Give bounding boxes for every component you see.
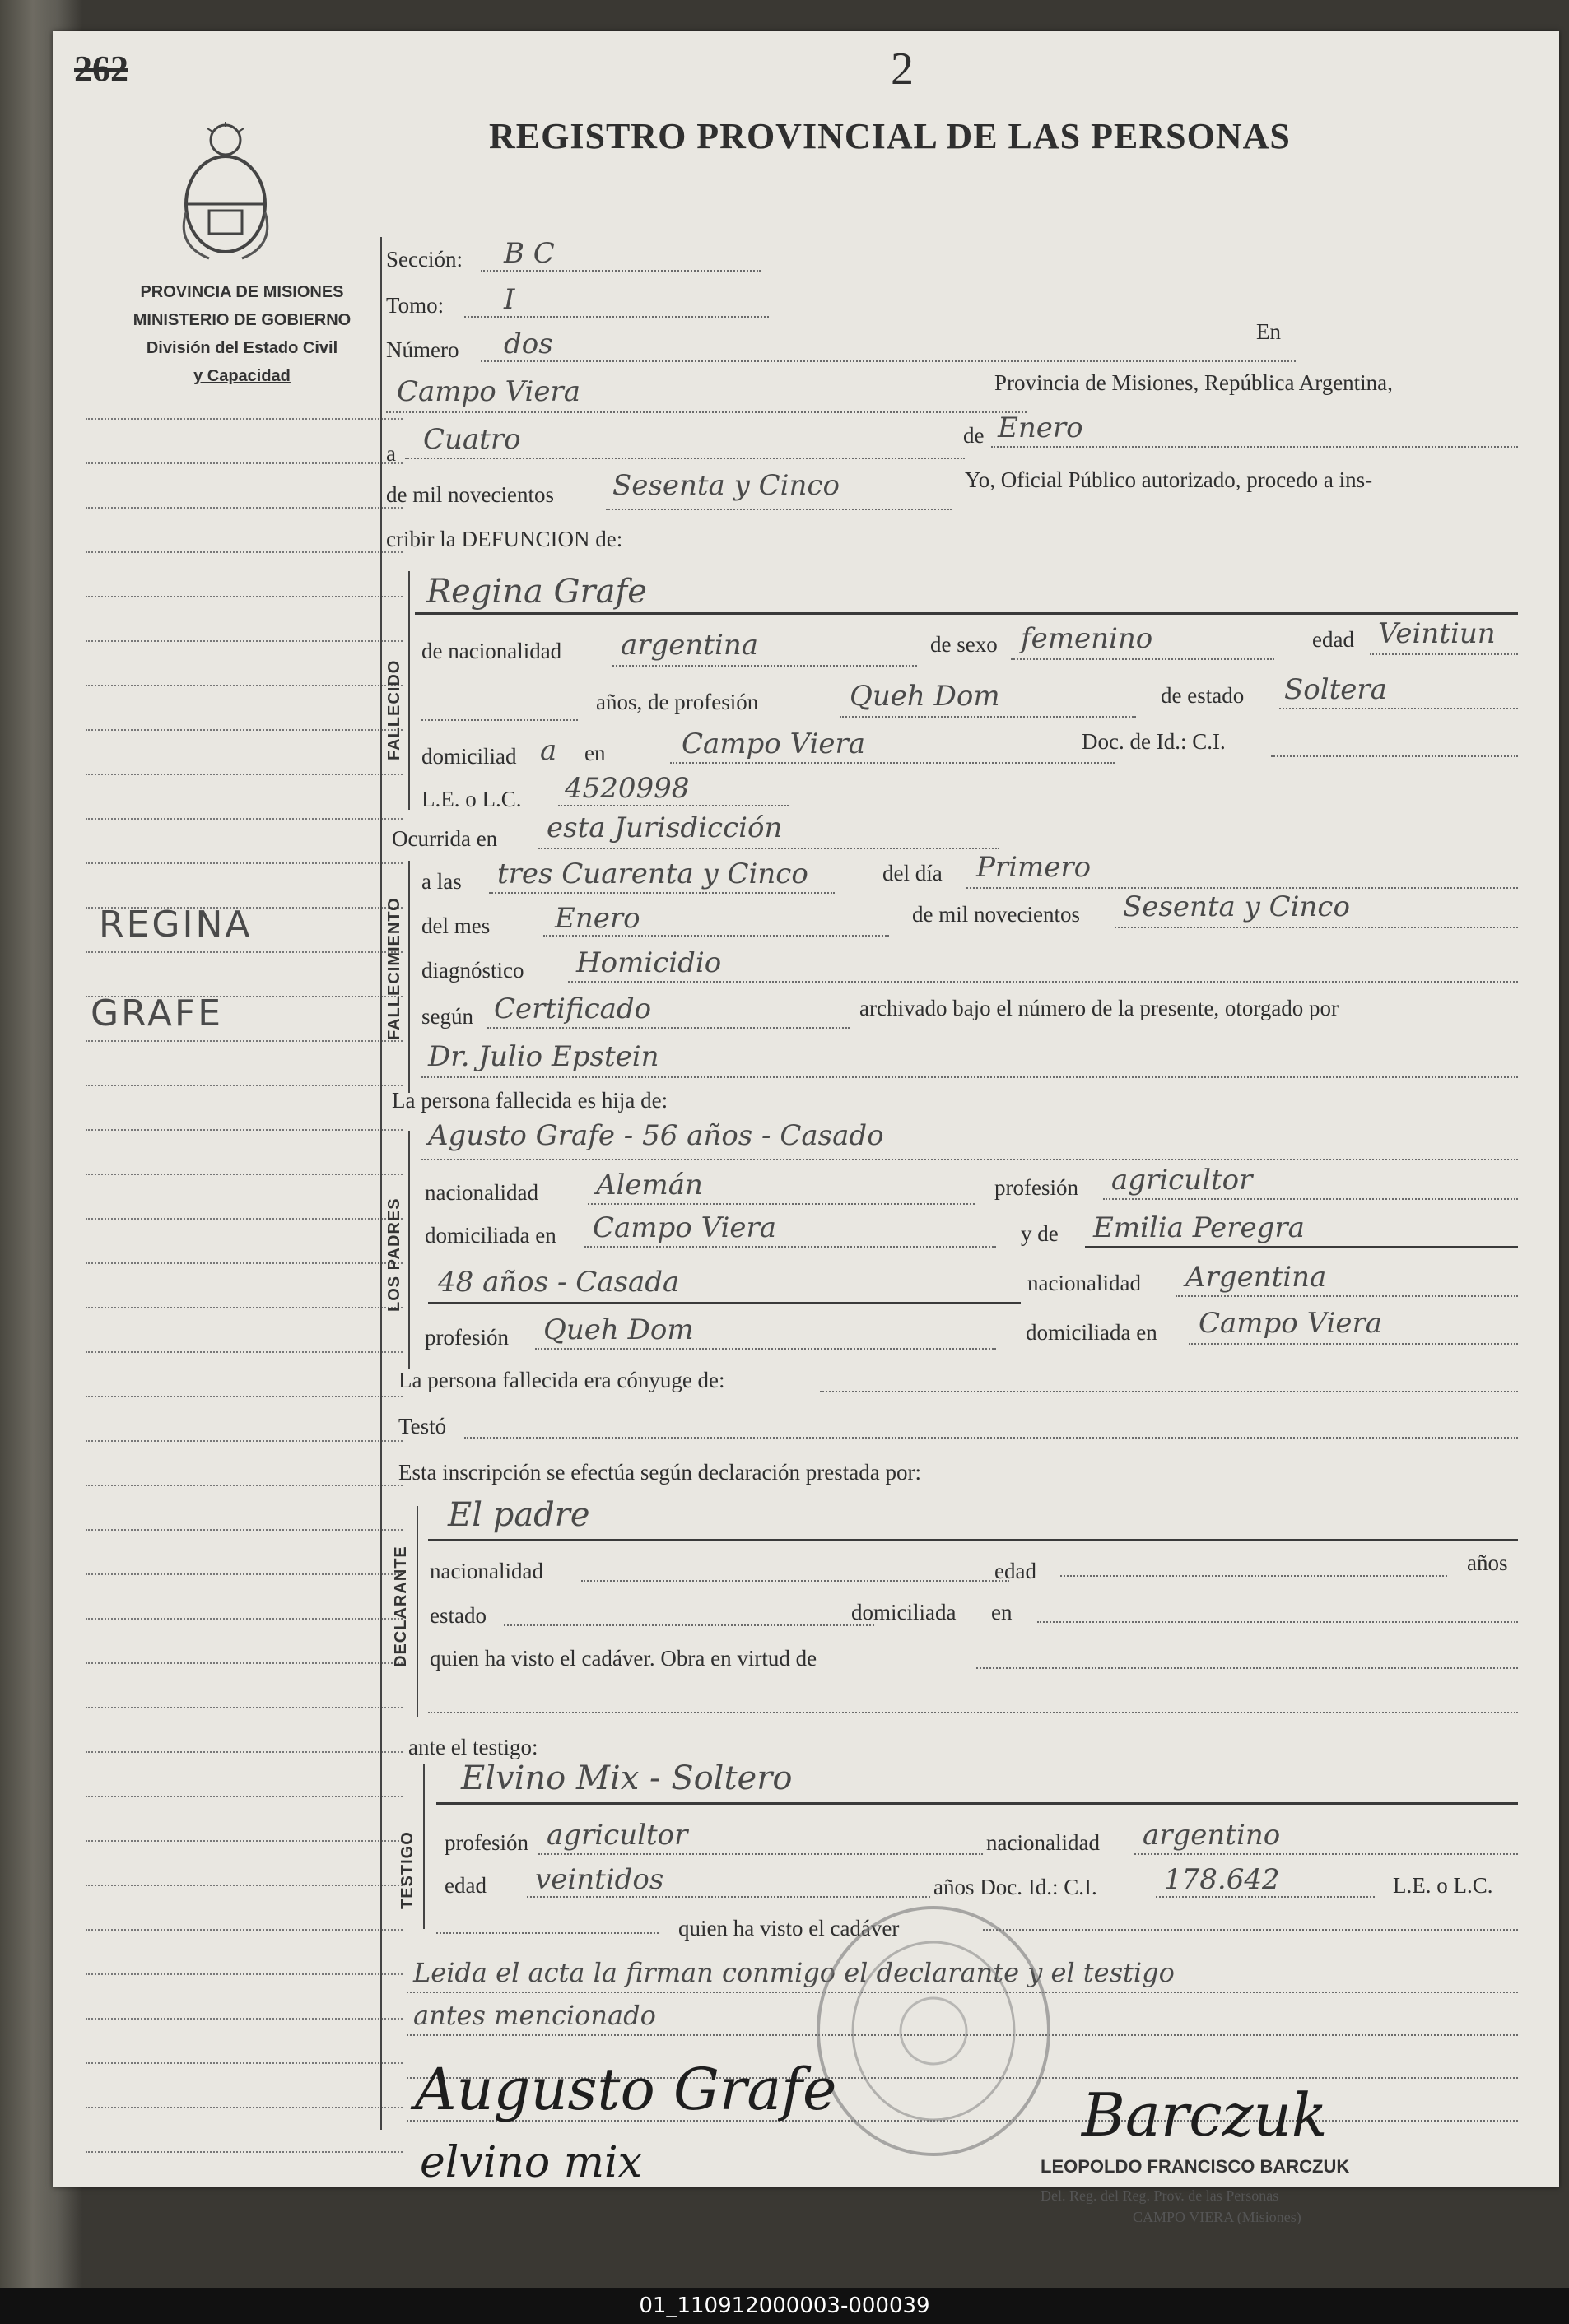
edad-label: edad [1312,627,1354,652]
signature-oficial: Barczuk [1082,2080,1328,2150]
testigo-nacionalidad-value: argentino [1143,1819,1281,1852]
padre-nacionalidad-label: nacionalidad [425,1180,538,1205]
padres-intro: La persona fallecida es hija de: [392,1088,668,1113]
fallecimiento-box [408,861,410,1093]
madre-extra-value: 48 años - Casada [438,1266,680,1299]
madre-domicilio-label: domiciliada en [1026,1320,1157,1345]
estado-value: Soltera [1284,673,1387,706]
y-de-label: y de [1021,1221,1059,1246]
testigo-nombre: Elvino Mix - Soltero [461,1759,793,1797]
del-dia-label: del día [882,861,943,885]
lugar-value: Campo Viera [397,375,581,408]
domicilio-value: Campo Viera [682,727,866,760]
mes-value: Enero [998,411,1083,444]
declarante-anios-label: años [1467,1550,1508,1575]
document-page [53,31,1559,2187]
declarante-estado-label: estado [430,1603,487,1628]
signature-testigo: elvino mix [420,2138,643,2187]
segun-label: según [421,1004,473,1029]
anio-value: Sesenta y Cinco [612,469,840,502]
hora-value: tres Cuarenta y Cinco [497,858,808,890]
anio-value: Sesenta y Cinco [1123,890,1350,923]
testigo-intro: ante el testigo: [408,1735,538,1759]
estado-label: de estado [1161,683,1245,708]
domiciliad-label: domiciliad [421,744,517,769]
numero-label: Número [386,337,459,362]
conyuge-label: La persona fallecida era cónyuge de: [398,1368,725,1392]
madre-nacionalidad-value: Argentina [1185,1261,1327,1294]
nacionalidad-label: de nacionalidad [421,639,562,663]
cadaver-text: quien ha visto el cadáver. Obra en virtud de [430,1646,817,1671]
seccion-label: Sección: [386,247,463,272]
segun-value: Certificado [494,992,652,1025]
padre-nacionalidad-value: Alemán [596,1169,703,1202]
testigo-section-label: TESTIGO [398,1831,417,1909]
numero-value: dos [504,328,553,360]
fallecido-name: Regina Grafe [426,573,647,611]
oficial-text: Yo, Oficial Público autorizado, procedo a ins- [965,467,1373,492]
fallecido-box [408,571,410,810]
padre-domicilio-value: Campo Viera [593,1211,777,1244]
testigo-le-label: L.E. o L.C. [1393,1873,1493,1898]
coat-of-arms-icon [176,122,275,262]
madre-nacionalidad-label: nacionalidad [1027,1271,1141,1295]
madre-domicilio-value: Campo Viera [1199,1307,1383,1340]
sheet-number: 262 [74,49,128,89]
le-lc-label: L.E. o L.C. [421,787,522,811]
doc-label: Doc. de Id.: C.I. [1082,729,1226,754]
image-caption: 01_110912000003-000039 [0,2288,1569,2324]
testigo-doc-value: 178.642 [1164,1863,1280,1896]
testigo-box [423,1764,425,1929]
a-las-label: a las [421,869,462,894]
declarante-en-label: en [991,1600,1013,1624]
inscribir-text: cribir la DEFUNCION de: [386,527,623,551]
sexo-label: de sexo [930,632,998,657]
declarante-box [417,1506,418,1717]
testigo-profesion-value: agricultor [547,1819,688,1852]
page-title: REGISTRO PROVINCIAL DE LAS PERSONAS [489,116,1291,156]
provincia-text: Provincia de Misiones, República Argentina, [994,370,1393,395]
office-line: MINISTERIO DE GOBIERNO [133,311,352,329]
padre-domicilio-label: domiciliada en [425,1223,556,1248]
en-label: en [584,741,606,765]
office-line: PROVINCIA DE MISIONES [140,283,344,301]
testigo-visto-text: quien ha visto el cadáver [678,1916,900,1941]
en-label: En [1256,319,1281,344]
declarante-domiciliada-label: domiciliada [851,1600,957,1624]
edad-value: Veintiun [1378,617,1496,650]
medico-value: Dr. Julio Epstein [428,1040,659,1073]
testigo-profesion-label: profesión [445,1830,528,1855]
tomo-label: Tomo: [386,293,445,318]
del-mes-label: del mes [421,913,491,938]
mes-value: Enero [555,902,640,935]
padre-profesion-label: profesión [994,1175,1078,1200]
testigo-edad-value: veintidos [535,1863,664,1896]
domiciliad-value: a [540,734,557,767]
sexo-value: femenino [1021,622,1153,655]
signature-padre: Augusto Grafe [415,2056,837,2123]
fallecimiento-section-label: FALLECIMIENTO [385,897,403,1040]
dia-value: Primero [976,851,1092,884]
nacionalidad-value: argentina [621,629,759,662]
folio-number: 2 [891,44,914,95]
padre-profesion-value: agricultor [1111,1164,1253,1197]
margin-note-surname: GRAFE [91,992,224,1034]
padres-section-label: LOS PADRES [385,1197,403,1312]
fallecido-section-label: FALLECIDO [385,659,403,760]
ocurrida-value: esta Jurisdicción [547,811,783,844]
dia-value: Cuatro [423,423,521,456]
testigo-doc-label: años Doc. Id.: C.I. [933,1875,1097,1899]
office-line: División del Estado Civil [146,339,338,357]
de-label: de [963,423,985,448]
officer-place: CAMPO VIERA (Misiones) [1133,2209,1301,2225]
testo-label: Testó [398,1414,447,1439]
a-label: a [386,441,396,466]
anio-label: de mil novecientos [386,482,554,507]
testigo-nacionalidad-label: nacionalidad [986,1830,1100,1855]
profesion-value: Queh Dom [850,680,1000,713]
office-line: y Capacidad [193,367,291,385]
official-seal-stamp [810,1899,1057,2163]
madre-value: Emilia Peregra [1093,1211,1305,1244]
tomo-value: I [504,283,515,316]
ocurrida-label: Ocurrida en [392,826,498,851]
declarante-intro: Esta inscripción se efectúa según declaración prestada por: [398,1460,921,1485]
margin-note-name: REGINA [99,904,253,946]
closing-line-2: antes mencionado [413,2000,656,2031]
madre-profesion-label: profesión [425,1325,509,1350]
anio-label: de mil novecientos [912,902,1080,927]
closing-line-1: Leida el acta la firman conmigo el declarante y el testigo [413,1957,1175,1988]
seccion-value: B C [504,237,555,270]
officer-name: LEOPOLDO FRANCISCO BARCZUK [1041,2156,1350,2177]
officer-title: Del. Reg. del Reg. Prov. de las Personas [1041,2187,1279,2204]
madre-profesion-value: Queh Dom [543,1313,694,1346]
diagnostico-value: Homicidio [576,946,722,979]
testigo-edad-label: edad [445,1873,487,1898]
form-left-rule [380,237,382,2130]
diagnostico-label: diagnóstico [421,958,524,983]
lc-value: 4520998 [565,772,690,805]
declarante-nacionalidad-label: nacionalidad [430,1559,543,1583]
padres-box [408,1131,410,1369]
declarante-edad-label: edad [994,1559,1036,1583]
anios-label: años, de profesión [596,690,759,714]
office-block [77,278,407,390]
declarante-nombre: El padre [448,1496,590,1534]
declarante-section-label: DECLARANTE [392,1545,410,1667]
archivado-text: archivado bajo el número de la presente, otorgado por [859,996,1339,1020]
padre-value: Agusto Grafe - 56 años - Casado [428,1119,884,1152]
